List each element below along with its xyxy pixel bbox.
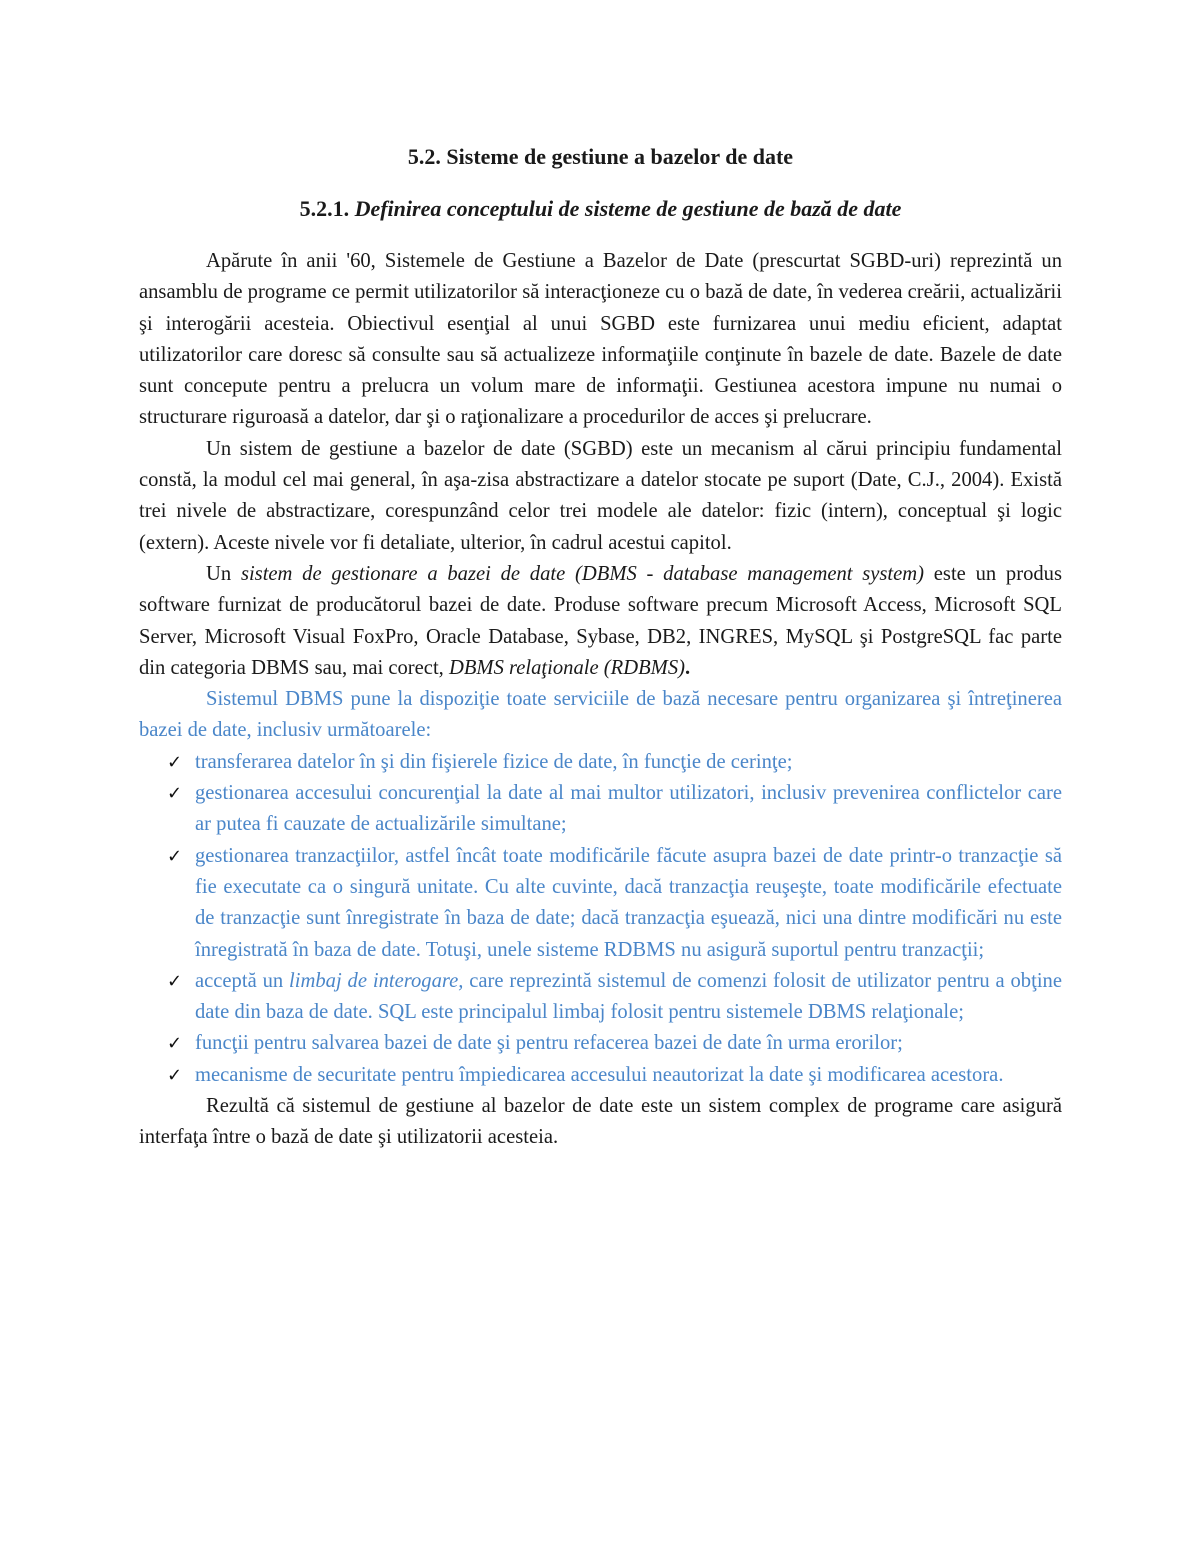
list-item-text-lead: acceptă un (195, 969, 290, 992)
query-language-term: limbaj de interogare, (289, 969, 464, 992)
checkmark-icon: ✓ (167, 845, 183, 867)
paragraph-dbms (139, 559, 1062, 684)
checkmark-icon: ✓ (167, 783, 183, 805)
list-item-text: transferarea datelor în şi din fişierele fizice de date, în funcţie de cerinţe; (195, 750, 793, 773)
list-item-text: gestionarea accesului concurenţial la date al mai multor utilizatori, inclusiv prevenirea conflictelor care ar putea fi cauzate de actualizările simultane; (195, 782, 1062, 836)
list-item (139, 747, 1062, 778)
dbms-term: sistem de gestionare a bazei de date (DBMS - database management system) (240, 562, 925, 585)
rdbms-term: DBMS relaţionale (RDBMS) (448, 656, 685, 679)
paragraph-dbms-body: este un produs software furnizat de producătorul bazei de date. Produse software precum Microsoft Access, Microsoft SQL Server, Microsoft Visual FoxPro, Oracle Database, Sybase, DB2, INGRES, MySQL şi PostgreSQL fac parte din categoria DBMS sau, mai corect, (139, 562, 1062, 679)
section-title: 5.2. Sisteme de gestiune a bazelor de date (407, 144, 794, 169)
list-item (139, 778, 1062, 841)
list-item (139, 841, 1062, 966)
paragraph-dbms-end: . (684, 656, 691, 679)
paragraph-dbms-lead: Un (206, 562, 241, 585)
paragraph-conclusion: Rezultă că sistemul de gestiune al bazelor de date este un sistem complex de programe care asigură interfaţa între o bază de date şi utilizatorii acesteia. (139, 1095, 1062, 1149)
list-item-text: mecanisme de securitate pentru împiedicarea accesului neautorizat la date şi modificarea acestora. (195, 1063, 1004, 1086)
checkmark-icon: ✓ (167, 751, 183, 773)
paragraph-intro: Apărute în anii '60, Sistemele de Gestiune a Bazelor de Date (prescurtat SGBD-uri) reprezintă un ansamblu de programe ce permit utilizatorilor să interacţioneze cu o bază de date, în vederea creării, actualizării şi interogării acesteia. Obiectivul esenţial al unui SGBD este furnizarea unui mediu eficient, adaptat utilizatorilor care doresc să consulte sau să actualizeze informaţiile conţinute în bazele de date. Bazele de date sunt concepute pentru a prelucra un volum mare de informaţii. Gestiunea acestora impune nu numai o structurare riguroasă a datelor, dar şi o raţionalizare a procedurilor de acces şi prelucrare. (139, 250, 1062, 429)
list-item (139, 1028, 1062, 1059)
list-item-text: funcţii pentru salvarea bazei de date şi pentru refacerea bazei de date în urma erorilor; (195, 1032, 903, 1055)
paragraph-services: Sistemul DBMS pune la dispoziţie toate serviciile de bază necesare pentru organizarea şi întreţinerea bazei de date, inclusiv următoarele: (139, 688, 1062, 742)
subsection-title (139, 194, 1062, 224)
services-checklist (139, 747, 1062, 1091)
list-item-text-rest: care reprezintă sistemul de comenzi folosit de utilizator pentru a obţine date din baza de date. SQL este principalul limbaj folosit pentru sistemele DBMS relaţionale; (195, 969, 1062, 1024)
paragraph-abstraction: Un sistem de gestiune a bazelor de date (SGBD) este un mecanism al cărui principiu fundamental constă, la modul cel mai general, în aşa-zisa abstractizare a datelor stocate pe suport (Date, C.J., 2004). Există trei nivele de abstractizare, corespunzând celor trei modele ale datelor: fizic (intern), conceptual şi logic (extern). Aceste nivele vor fi detaliate, ulterior, în cadrul acestui capitol. (139, 437, 1062, 554)
list-item (139, 1060, 1062, 1091)
checkmark-icon: ✓ (167, 1033, 183, 1055)
list-item (139, 966, 1062, 1029)
subsection-number: 5.2.1. (299, 196, 350, 221)
checkmark-icon: ✓ (167, 970, 183, 992)
subsection-heading: Definirea conceptului de sisteme de gestiune de bază de date (354, 196, 902, 221)
checkmark-icon: ✓ (167, 1064, 183, 1086)
list-item-text: gestionarea tranzacţiilor, astfel încât toate modificările făcute asupra bazei de date printr-o tranzacţie să fie executate ca o singură unitate. Cu alte cuvinte, dacă tranzacţia reuşeşte, toate modificările efectuate de tranzacţie sunt înregistrate în baza de date; dacă tranzacţia eşuează, nici una dintre modificări nu este înregistrată în baza de date. Totuşi, unele sisteme RDBMS nu asigură suportul pentru tranzacţii; (195, 844, 1062, 961)
